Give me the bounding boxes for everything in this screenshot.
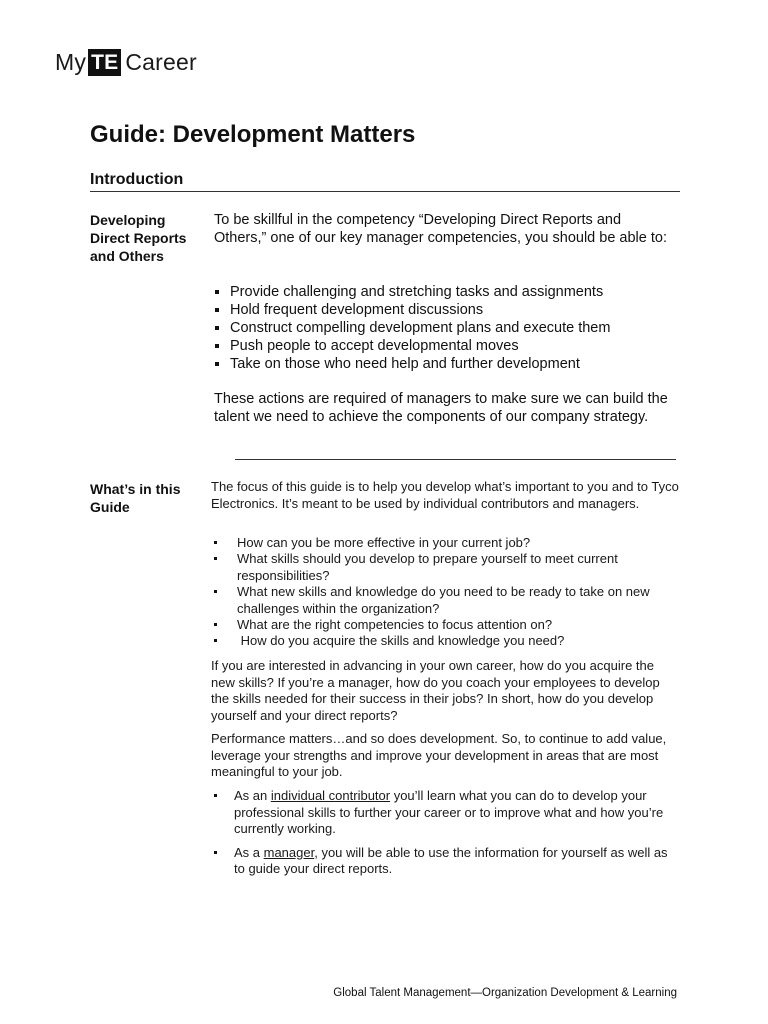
list-item: As a manager, you will be able to use the information for yourself as well as to guide your direct reports. xyxy=(211,845,679,878)
logo-prefix: My xyxy=(55,48,87,75)
list-item: Provide challenging and stretching tasks and assignments xyxy=(214,283,674,301)
bullet-square-icon xyxy=(215,362,219,366)
list-item: What skills should you develop to prepare yourself to meet current responsibilities? xyxy=(211,551,679,584)
individual-contributor-link[interactable]: individual contributor xyxy=(270,788,391,803)
guide-side-label: What’s in this Guide xyxy=(90,481,181,515)
list-item: How can you be more effective in your current job? xyxy=(211,535,679,551)
competency-action-list xyxy=(214,283,674,373)
performance-matters-paragraph: Performance matters…and so does development. So, to continue to add value, leverage your strengths and improve your development in areas that are most meaningful to your job. xyxy=(211,731,667,779)
list-item: As an individual contributor you’ll learn what you can do to develop your professional skills to further your career or to improve what and how you’re currently working. xyxy=(211,788,679,838)
bullet-square-icon xyxy=(215,290,219,294)
list-item: What are the right competencies to focus attention on? xyxy=(211,617,679,633)
list-item: How do you acquire the skills and knowledge you need? xyxy=(211,633,679,649)
page-footer: Global Talent Management—Organization Development & Learning xyxy=(333,987,677,999)
list-item: Push people to accept developmental moves xyxy=(214,337,674,355)
role-list xyxy=(211,788,679,878)
bullet-square-icon xyxy=(215,308,219,312)
career-advancement-paragraph: If you are interested in advancing in your own career, how do you acquire the new skills? If you’re a manager, how do you coach your employees to develop the skills needed for their success in their jobs? In short, how do you develop yourself and your direct reports? xyxy=(211,658,660,723)
logo-te-box: TE xyxy=(88,49,121,76)
document-title: Guide: Development Matters xyxy=(90,121,416,148)
bullet-square-icon xyxy=(215,344,219,348)
bullet-square-icon xyxy=(214,541,217,544)
list-item: Take on those who need help and further development xyxy=(214,355,674,373)
bullet-square-icon xyxy=(214,794,217,797)
bullet-square-icon xyxy=(214,590,217,593)
introduction-heading: Introduction xyxy=(90,171,680,192)
bullet-square-icon xyxy=(215,326,219,330)
guide-question-list xyxy=(211,535,679,650)
bullet-square-icon xyxy=(214,851,217,854)
logo-suffix: Career xyxy=(125,48,197,75)
bullet-square-icon xyxy=(214,557,217,560)
list-item: Hold frequent development discussions xyxy=(214,301,674,319)
list-item: Construct compelling development plans and execute them xyxy=(214,319,674,337)
mytecareer-logo xyxy=(55,47,197,77)
intro-closing-text: These actions are required of managers to make sure we can build the talent we need to achieve the components of our company strategy. xyxy=(214,391,668,425)
section-divider xyxy=(235,459,676,460)
list-item: What new skills and knowledge do you need to be ready to take on new challenges within the organization? xyxy=(211,584,679,617)
manager-link[interactable]: manager xyxy=(263,844,315,860)
bullet-square-icon xyxy=(214,623,217,626)
intro-side-label: Developing Direct Reports and Others xyxy=(90,212,187,264)
bullet-square-icon xyxy=(214,639,217,642)
intro-lead-text: To be skillful in the competency “Developing Direct Reports and Others,” one of our key manager competencies, you should be able to: xyxy=(214,212,667,246)
guide-lead-text: The focus of this guide is to help you develop what’s important to you and to Tyco Electronics. It’s meant to be used by individual contributors and managers. xyxy=(211,479,679,511)
